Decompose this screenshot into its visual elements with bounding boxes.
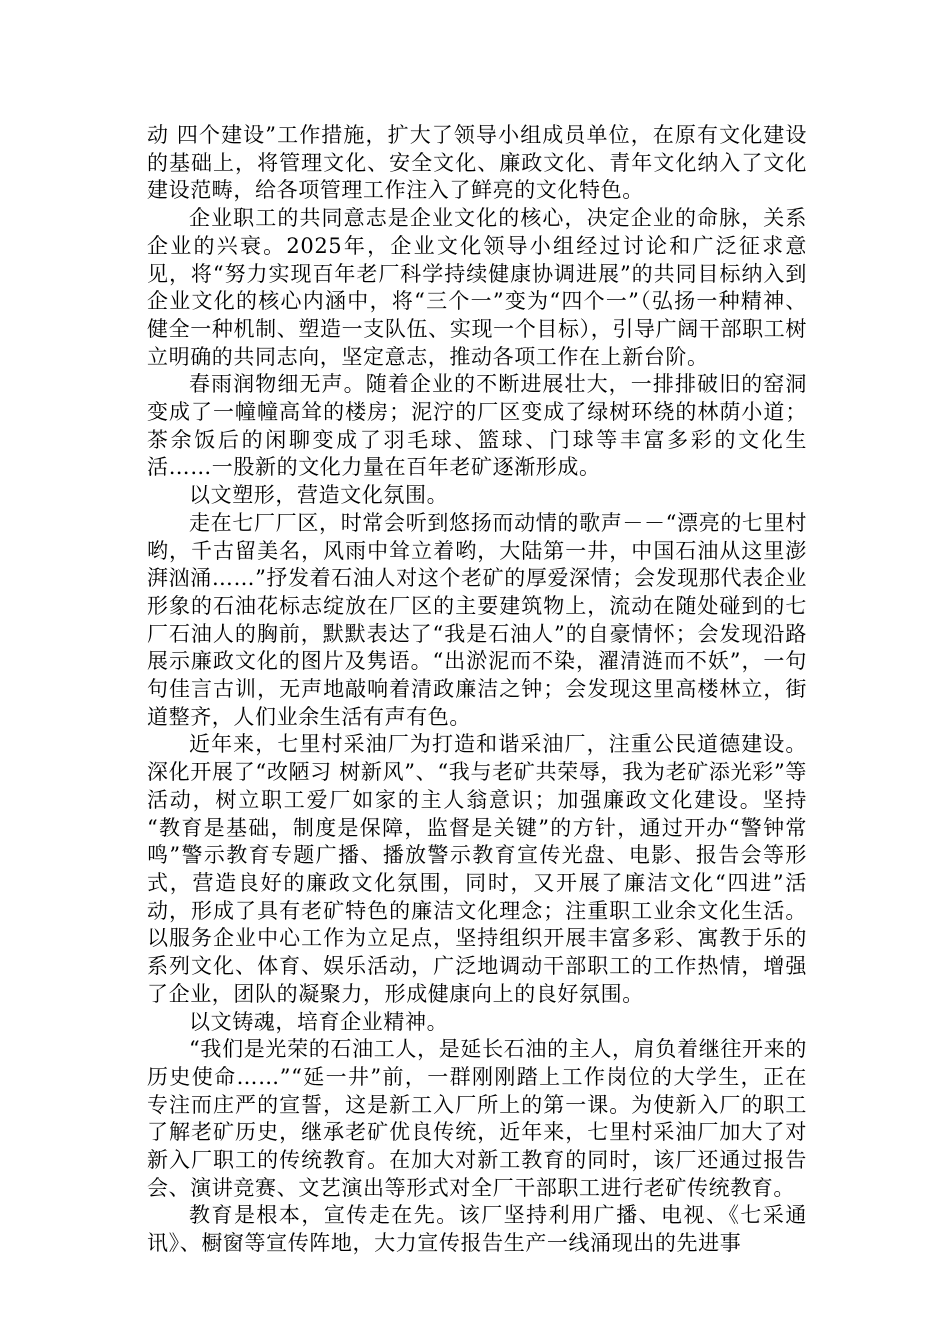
- section-heading-2: 以文铸魂，培育企业精神。: [189, 1009, 449, 1034]
- paragraph-3: 春雨润物细无声。随着企业的不断进展壮大，一排排破旧的窑洞变成了一幢幢高耸的楼房；泥泞的厂区变成了绿树环绕的林荫小道；茶余饭后的闲聊变成了羽毛球、篮球、门球等丰富多彩的文化生活……一股新的文化力量在百年老矿逐渐形成。: [147, 372, 807, 480]
- paragraph-5: 近年来，七里村采油厂为打造和谐采油厂，注重公民道德建设。深化开展了“改陋习 树新风”、“我与老矿共荣辱，我为老矿添光彩”等活动，树立职工爱厂如家的主人翁意识；加强廉政文化建设。坚持 “教育是基础，制度是保障，监督是关键”的方针，通过开办“警钟常鸣”警示教育专题广播、播放警示教育宣传光盘、电影、报告会等形式，营造良好的廉政文化氛围，同时，又开展了廉洁文化“四进”活动，形成了具有老矿特色的廉洁文化理念；注重职工业余文化生活。以服务企业中心工作为立足点，坚持组织开展丰富多彩、寓教于乐的系列文化、体育、娱乐活动，广泛地调动干部职工的工作热情，增强了企业，团队的凝聚力，形成健康向上的良好氛围。: [147, 732, 807, 1006]
- paragraph-4: 走在七厂厂区，时常会听到悠扬而动情的歌声－－“漂亮的七里村哟，千古留美名，风雨中耸立着哟，大陆第一井，中国石油从这里澎湃汹涌……”抒发着石油人对这个老矿的厚爱深情；会发现那代表企业形象的石油花标志绽放在厂区的主要建筑物上，流动在随处碰到的七厂石油人的胸前，默默表达了“我是石油人”的自豪情怀；会发现沿路展示廉政文化的图片及隽语。“出淤泥而不染，濯清涟而不妖”，一句句佳言古训，无声地敲响着清政廉洁之钟；会发现这里高楼林立，街道整齐，人们业余生活有声有色。: [147, 510, 807, 729]
- paragraph-1: 动 四个建设”工作措施，扩大了领导小组成员单位，在原有文化建设的基础上，将管理文化、安全文化、廉政文化、青年文化纳入了文化建设范畴，给各项管理工作注入了鲜亮的文化特色。: [147, 123, 807, 203]
- section-heading-1: 以文塑形，营造文化氛围。: [189, 483, 449, 508]
- paragraph-6: “我们是光荣的石油工人，是延长石油的主人，肩负着继往开来的历史使命……”“延一井”前，一群刚刚踏上工作岗位的大学生，正在专注而庄严的宣誓，这是新工入厂所上的第一课。为使新入厂的职工了解老矿历史，继承老矿优良传统，近年来，七里村采油厂加大了对新入厂职工的传统教育。在加大对新工教育的同时，该厂还通过报告会、演讲竞赛、文艺演出等形式对全厂干部职工进行老矿传统教育。: [147, 1037, 807, 1200]
- paragraph-2: 企业职工的共同意志是企业文化的核心，决定企业的命脉，关系企业的兴衰。2025年，企业文化领导小组经过讨论和广泛征求意见，将“努力实现百年老厂科学持续健康协调进展”的共同目标纳入到企业文化的核心内涵中，将“三个一”变为“四个一”（弘扬一种精神、健全一种机制、塑造一支队伍、实现一个目标），引导广阔干部职工树立明确的共同志向，坚定意志，推动各项工作在上新台阶。: [147, 206, 807, 369]
- document-body: [147, 122, 807, 1258]
- paragraph-7: 教育是根本，宣传走在先。该厂坚持利用广播、电视、《七采通讯》、橱窗等宣传阵地，大力宣传报告生产一线涌现出的先进事: [147, 1203, 807, 1256]
